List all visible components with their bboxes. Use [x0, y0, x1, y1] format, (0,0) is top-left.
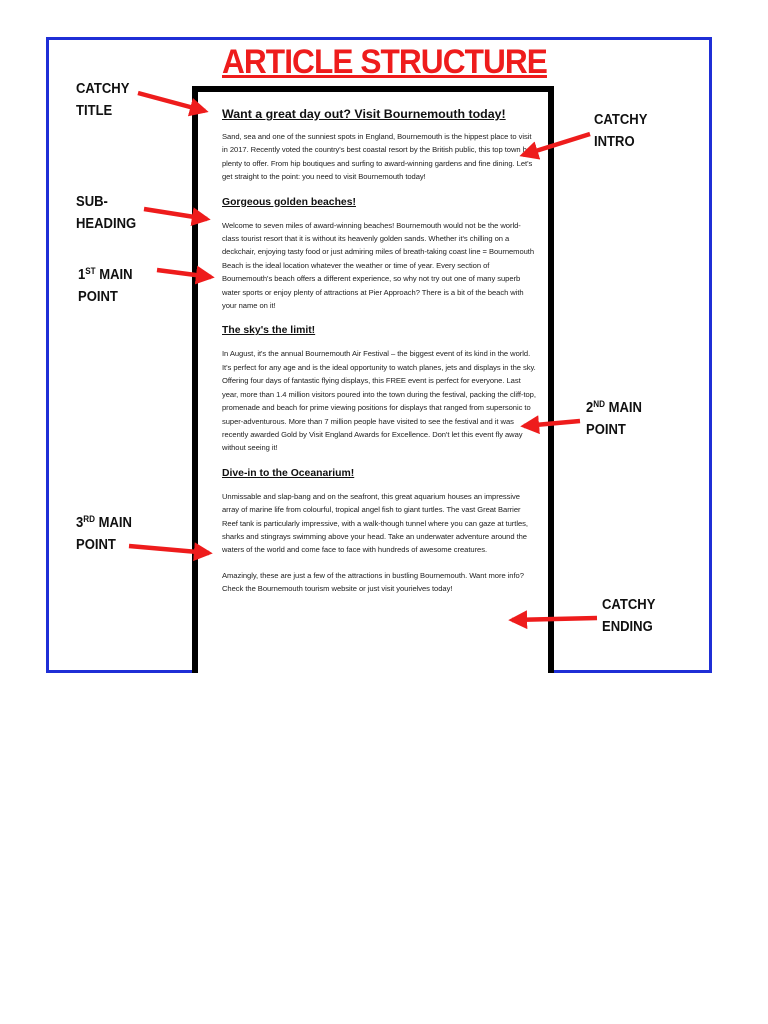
label-second-main-point: 2ND MAIN POINT [586, 399, 642, 438]
article-title: Want a great day out? Visit Bournemouth today! [222, 107, 506, 121]
section-heading-beaches: Gorgeous golden beaches! [222, 196, 356, 208]
label-third-main-point: 3RD MAIN POINT [76, 514, 132, 553]
section-body-beaches: Welcome to seven miles of award-winning beaches! Bournemouth would not be the world-class tourist resort that it is without its heavenly golden sands. Whether it's chilling on a deckchair, enjoying tasty food or just admiring miles of breath-taking coast line = Bournemouth Beach is the ideal location whatever the weather or time of year. Every section of Bournemouth's beach offers a different experience, so why not try out one of many superb water sports or enjoy plenty of attractions at Pier Approach? There is a bit of the beach with your name on it! [222, 220, 535, 311]
section-body-oceanarium: Unmissable and slap-bang and on the seafront, this great aquarium houses an impressive array of marine life from colourful, tropical angel fish to giant turtles. The vast Great Barrier Reef tank is particularly impressive, with a walk-though tunnel where you can gaze at turtles, sharks and stingrays swimming above your head. Take an underwater adventure around the waters of the world and come face to face with hundreds of awesome creatures. [222, 491, 528, 555]
label-catchy-title: CATCHY TITLE [76, 81, 130, 119]
label-catchy-ending: CATCHY ENDING [602, 597, 656, 635]
article-intro: Sand, sea and one of the sunniest spots in England, Bournemouth is the hippest place to visit in 2017. Recently voted the country's best coastal resort by the British public, this top town has plenty to offer. From hip boutiques and surfing to award-winning gardens and fine dining. Let's get straight to the point: you need to visit Bournemouth today! [222, 132, 535, 182]
article-content [222, 106, 536, 608]
label-first-main-point: 1ST MAIN POINT [78, 266, 133, 305]
article-document [192, 86, 554, 673]
label-sub-heading: SUB- HEADING [76, 194, 137, 232]
section-body-sky: In August, it's the annual Bournemouth Air Festival – the biggest event of its kind in the world. It's perfect for any age and is the ideal opportunity to watch planes, jets and displays in the sky. Offering four days of fantastic flying displays, this FREE event is perfect for everyone. Last year, more than 1.4 million visitors poured into the town during the festival, packing the cliff-top, promenade and beach for prime viewing positions for displays that ranged from supersonic to super-adventurous. More than 7 million people have visited to see the festival and it was recently awarded Gold by Visit England Awards for Excellence. Don't let this event fly away without seeing it! [222, 349, 536, 453]
label-catchy-intro: CATCHY INTRO [594, 112, 648, 150]
article-ending: Amazingly, these are just a few of the attractions in bustling Bournemouth. Want more info? Check the Bournemouth tourism website or just visit yourielves today! [222, 570, 524, 594]
page-title: ARTICLE STRUCTURE [222, 43, 547, 81]
section-heading-oceanarium: Dive-in to the Oceanarium! [222, 467, 355, 479]
section-heading-sky: The sky's the limit! [222, 325, 316, 337]
